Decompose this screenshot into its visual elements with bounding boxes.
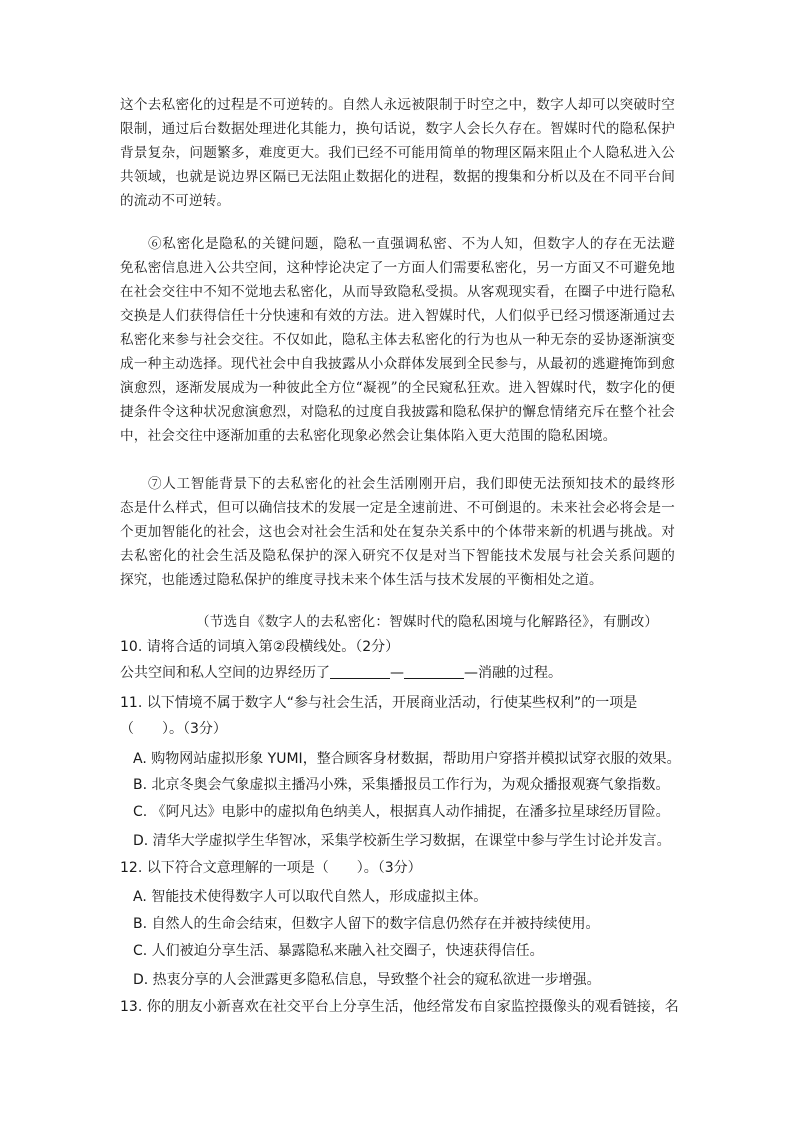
text-line: 个更加智能化的社会，这也会对社会生活和处在复杂关系中的个体带来新的机遇与挑战。对 <box>120 524 675 540</box>
question-12-option-b: B. 自然人的生命会结束，但数字人留下的数字信息仍然存在并被持续使用。 <box>133 916 600 932</box>
text-line: 免私密信息进入公共空间，这种悖论决定了一方面人们需要私密化，另一方面又不可避免地 <box>120 260 675 276</box>
passage-source: （节选自《数字人的去私密化：智媒时代的隐私困境与化解路径》，有删改） <box>196 614 659 630</box>
text-line: 演愈烈，逐渐发展成为一种彼此全方位“凝视”的全民窥私狂欢。进入智媒时代，数字化的便 <box>120 380 675 396</box>
question-11-stem-continued: （ ）。（3分） <box>120 721 227 737</box>
question-11-option-c: C. 《阿凡达》电影中的虚拟角色纳美人，根据真人动作捕捉，在潘多拉星球经历冒险。 <box>133 804 670 820</box>
text-line: 探究，也能透过隐私保护的维度寻找未来个体生活与技术发展的平衡相处之道。 <box>120 572 603 588</box>
text-line: 交换是人们获得信任十分快速和有效的方法。进入智媒时代，人们似乎已经习惯逐渐通过去 <box>120 308 675 324</box>
text-line: 在社会交往中不知不觉地去私密化，从而导致隐私受损。从客观现实看，在圈子中进行隐私 <box>120 284 675 300</box>
answer-blank-1[interactable] <box>330 664 390 679</box>
question-11-stem: 11. 以下情境不属于数字人“参与社会生活，开展商业活动，行使某些权利”的一项是 <box>120 695 638 711</box>
passage-paragraph-5-continued <box>120 93 675 213</box>
dash: — <box>390 665 404 681</box>
answer-blank-2[interactable] <box>404 664 464 679</box>
text-line: 的流动不可逆转。 <box>120 193 231 209</box>
text-line: ⑥私密化是隐私的关键问题，隐私一直强调私密、不为人知，但数字人的存在无法避 <box>148 236 675 252</box>
question-11-option-a: A. 购物网站虚拟形象 YUMI，整合顾客身材数据，帮助用户穿搭并模拟试穿衣服的效果。 <box>133 751 681 767</box>
passage-paragraph-7 <box>120 472 675 592</box>
question-12-option-a: A. 智能技术使得数字人可以取代自然人，形成虚拟主体。 <box>133 889 488 905</box>
question-12-option-d: D. 热衷分享的人会泄露更多隐私信息，导致整个社会的窥私欲进一步增强。 <box>133 972 601 988</box>
text-line: 态是什么样式，但可以确信技术的发展一定是全速前进、不可倒退的。未来社会必将会是一 <box>120 500 675 516</box>
text-line: 去私密化的社会生活及隐私保护的深入研究不仅是对当下智能技术发展与社会关系问题的 <box>120 548 675 564</box>
text-line: 这个去私密化的过程是不可逆转的。自然人永远被限制于时空之中，数字人却可以突破时空 <box>120 97 675 113</box>
text-line: 限制，通过后台数据处理进化其能力，换句话说，数字人会长久存在。智媒时代的隐私保护 <box>120 121 675 137</box>
text-line: 中，社会交往中逐渐加重的去私密化现象必然会让集体陷入更大范围的隐私困境。 <box>120 428 617 444</box>
text-line: ⑦人工智能背景下的去私密化的社会生活刚刚开启，我们即使无法预知技术的最终形 <box>148 476 675 492</box>
question-11-option-d: D. 清华大学虚拟学生华智冰，采集学校新生学习数据，在课堂中参与学生讨论并发言。 <box>133 833 671 849</box>
text-line: 共领域，也就是说边界区隔已无法阻止数据化的进程，数据的搜集和分析以及在不同平台间 <box>120 169 675 185</box>
question-12-stem: 12. 以下符合文意理解的一项是（ ）。（3分） <box>120 860 422 876</box>
question-12-option-c: C. 人们被迫分享生活、暴露隐私来融入社交圈子，快速获得信任。 <box>133 943 544 959</box>
passage-paragraph-6 <box>120 232 675 448</box>
text-line: 成一种主动选择。现代社会中自我披露从小众群体发展到全民参与，从最初的逃避掩饰到愈 <box>120 356 675 372</box>
text-line: 背景复杂，问题繁多，难度更大。我们已经不可能用简单的物理区隔来阻止个人隐私进入公 <box>120 145 675 161</box>
text-line: 捷条件令这种状况愈演愈烈，对隐私的过度自我披露和隐私保护的懈怠情绪充斥在整个社会 <box>120 404 675 420</box>
text-line: 私密化来参与社会交往。不仅如此，隐私主体去私密化的行为也从一种无奈的妥协逐渐演变 <box>120 332 675 348</box>
question-10-fill-line <box>120 660 680 686</box>
question-10-suffix: —消融的过程。 <box>464 665 562 681</box>
question-10-stem: 10. 请将合适的词填入第②段横线处。（2分） <box>120 639 400 655</box>
question-10-prompt: 公共空间和私人空间的边界经历了 <box>120 665 330 681</box>
question-11-option-b: B. 北京冬奥会气象虚拟主播冯小殊，采集播报员工作行为，为观众播报观赛气象指数。 <box>133 777 670 793</box>
question-13-stem: 13. 你的朋友小新喜欢在社交平台上分享生活，他经常发布自家监控摄像头的观看链接，名 <box>120 999 679 1015</box>
